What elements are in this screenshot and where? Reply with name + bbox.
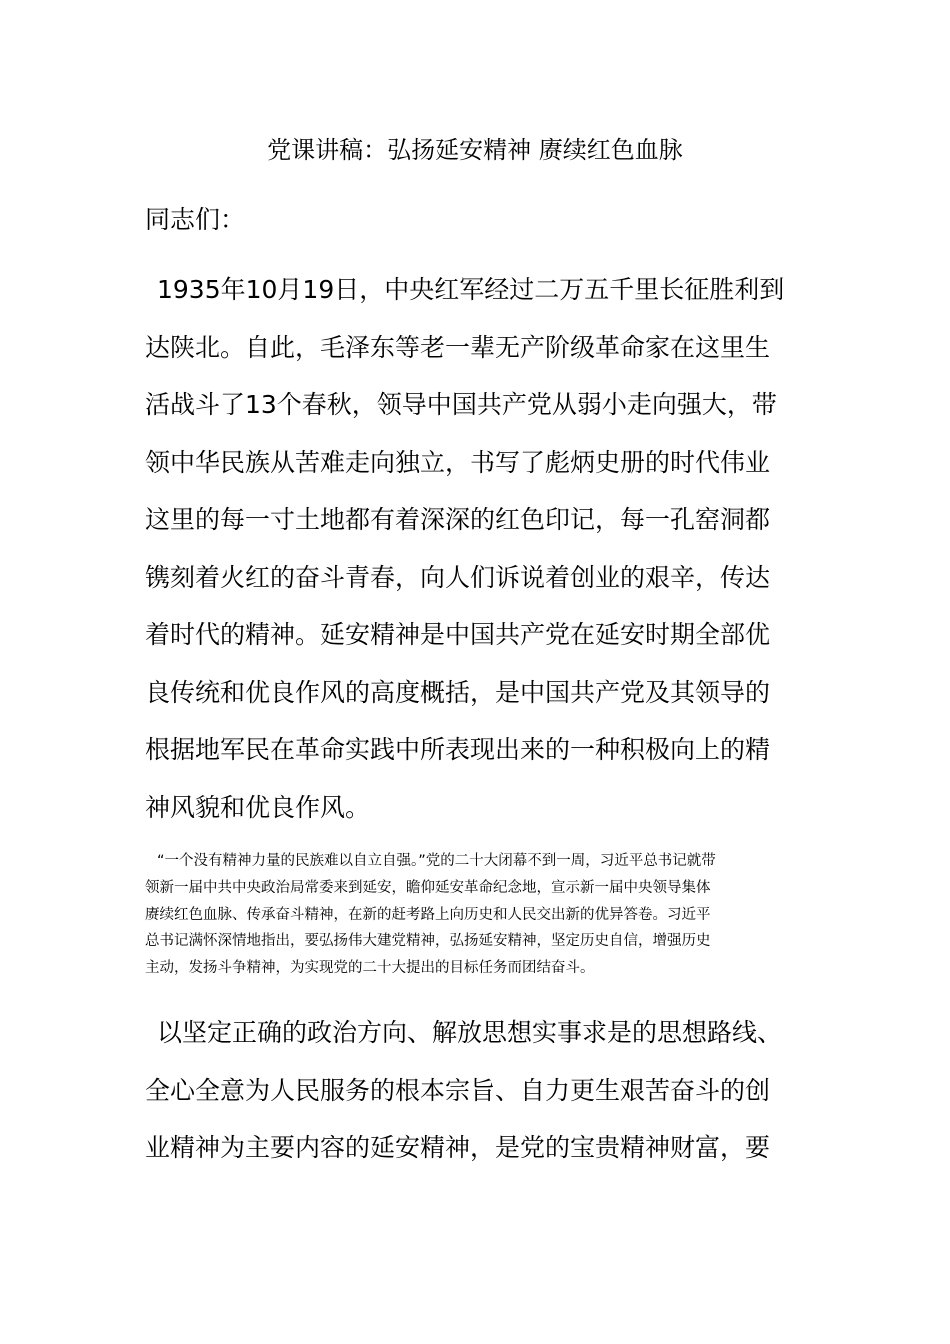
paragraph-line: 总书记满怀深情地指出，要弘扬伟大建党精神，弘扬延安精神，坚定历史自信，增强历史 bbox=[145, 933, 711, 950]
paragraph-line: 这里的每一寸土地都有着深深的红色印记，每一孔窑洞都 bbox=[145, 505, 771, 534]
paragraph-line: “一个没有精神力量的民族难以自立自强。”党的二十大闭幕不到一周，习近平总书记就带 bbox=[157, 853, 716, 869]
paragraph-line: 1935年10月19日，中央红军经过二万五千里长征胜利到 bbox=[157, 275, 785, 304]
paragraph-line: 业精神为主要内容的延安精神，是党的宝贵精神财富，要 bbox=[145, 1133, 771, 1162]
paragraph-1 bbox=[145, 270, 810, 845]
paragraph-line: 领中华民族从苦难走向独立，书写了彪炳史册的时代伟业 bbox=[145, 447, 771, 477]
paragraph-line: 良传统和优良作风的高度概括，是中国共产党及其领导的 bbox=[145, 677, 771, 707]
paragraph-line: 根据地军民在革命实践中所表现出来的一种积极向上的精 bbox=[145, 735, 771, 764]
paragraph-2-small bbox=[145, 850, 810, 984]
paragraph-line: 镌刻着火红的奋斗青春，向人们诉说着创业的艰辛，传达 bbox=[145, 562, 771, 592]
salutation: 同志们： bbox=[145, 205, 246, 234]
paragraph-line: 以坚定正确的政治方向、解放思想实事求是的思想路线、 bbox=[157, 1018, 783, 1047]
paragraph-3 bbox=[145, 1013, 810, 1186]
paragraph-line: 着时代的精神。延安精神是中国共产党在延安时期全部优 bbox=[145, 620, 771, 649]
paragraph-line: 全心全意为人民服务的根本宗旨、自力更生艰苦奋斗的创 bbox=[145, 1075, 771, 1105]
paragraph-line: 达陕北。自此，毛泽东等老一辈无产阶级革命家在这里生 bbox=[145, 332, 771, 362]
document-title: 党课讲稿：弘扬延安精神 赓续红色血脉 bbox=[267, 136, 683, 164]
paragraph-line: 领新一届中共中央政治局常委来到延安，瞻仰延安革命纪念地，宣示新一届中央领导集体 bbox=[145, 879, 711, 896]
paragraph-line: 活战斗了13个春秋，领导中国共产党从弱小走向强大，带 bbox=[145, 390, 777, 419]
paragraph-line: 神风貌和优良作风。 bbox=[145, 792, 371, 822]
paragraph-line: 赓续红色血脉、传承奋斗精神，在新的赶考路上向历史和人民交出新的优异答卷。习近平 bbox=[145, 906, 711, 923]
paragraph-line: 主动，发扬斗争精神，为实现党的二十大提出的目标任务而团结奋斗。 bbox=[145, 960, 595, 977]
